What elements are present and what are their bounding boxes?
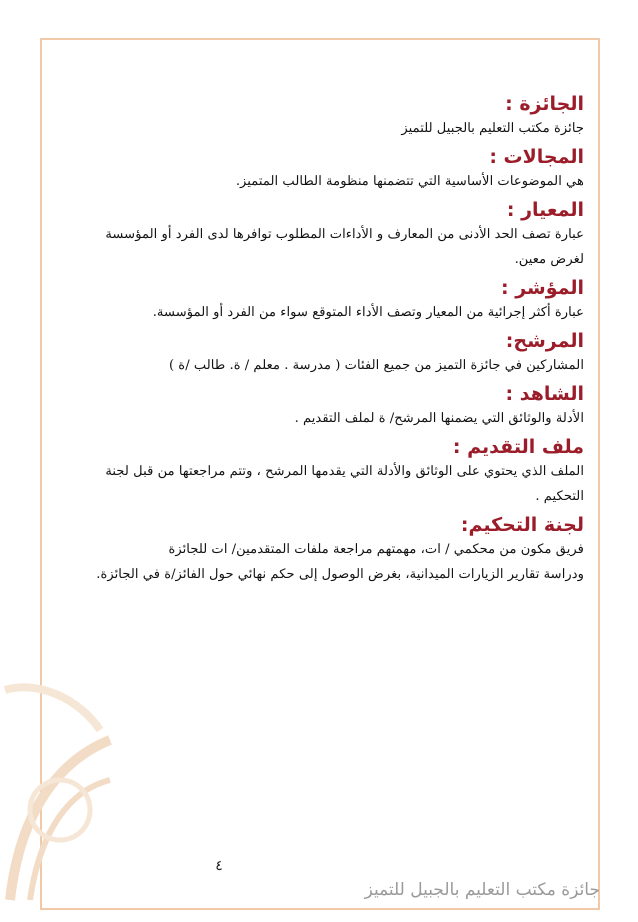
heading-domains: المجالات : — [489, 146, 584, 168]
section-jury — [52, 513, 584, 587]
heading-candidate: المرشح: — [505, 330, 584, 352]
section-domains — [52, 145, 584, 194]
section-indicator — [52, 276, 584, 325]
definition-domains: هي الموضوعات الأساسية التي تتضمنها منظومة الطالب المتميز. — [235, 174, 584, 189]
heading-indicator: المؤشر : — [500, 277, 584, 299]
page-number: ٤ — [215, 858, 223, 874]
heading-evidence: الشاهد : — [505, 383, 584, 405]
terms-content — [52, 92, 584, 587]
definition-jury-line-1: فريق مكون من محكمي / ات، مهمتهم مراجعة ملفات المتقدمين/ ات للجائزة — [168, 542, 584, 557]
heading-award: الجائزة : — [505, 93, 584, 115]
definition-award: جائزة مكتب التعليم بالجبيل للتميز — [401, 121, 584, 136]
section-candidate — [52, 329, 584, 378]
definition-candidate: المشاركين في جائزة التميز من جميع الفئات ( مدرسة . معلم / ة. طالب /ة ) — [168, 358, 584, 373]
heading-jury: لجنة التحكيم: — [460, 514, 584, 536]
section-application-file — [52, 435, 584, 509]
definition-application-file-line-2: التحكيم . — [535, 489, 584, 504]
definition-jury-line-2: ودراسة تقارير الزيارات الميدانية، بغرض الوصول إلى حكم نهائي حول الفائز/ة في الجائزة. — [96, 567, 584, 582]
heading-standard: المعيار : — [506, 199, 584, 221]
decorative-swirl — [0, 610, 120, 910]
footer-brand: جائزة مكتب التعليم بالجبيل للتميز — [364, 880, 600, 900]
definition-indicator: عبارة أكثر إجرائية من المعيار وتصف الأداء المتوقع سواء من الفرد أو المؤسسة. — [152, 305, 584, 320]
heading-application-file: ملف التقديم : — [452, 436, 584, 458]
definition-standard-line-2: لغرض معين. — [514, 252, 584, 267]
definition-evidence: الأدلة والوثائق التي يضمنها المرشح/ ة لملف التقديم . — [294, 411, 584, 426]
section-award — [52, 92, 584, 141]
definition-standard-line-1: عبارة تصف الحد الأدنى من المعارف و الأداءات المطلوب توافرها لدى الفرد أو المؤسسة — [105, 227, 584, 242]
definition-application-file-line-1: الملف الذي يحتوي على الوثائق والأدلة التي يقدمها المرشح ، وتتم مراجعتها من قبل لجنة — [105, 464, 584, 479]
section-evidence — [52, 382, 584, 431]
section-standard — [52, 198, 584, 272]
